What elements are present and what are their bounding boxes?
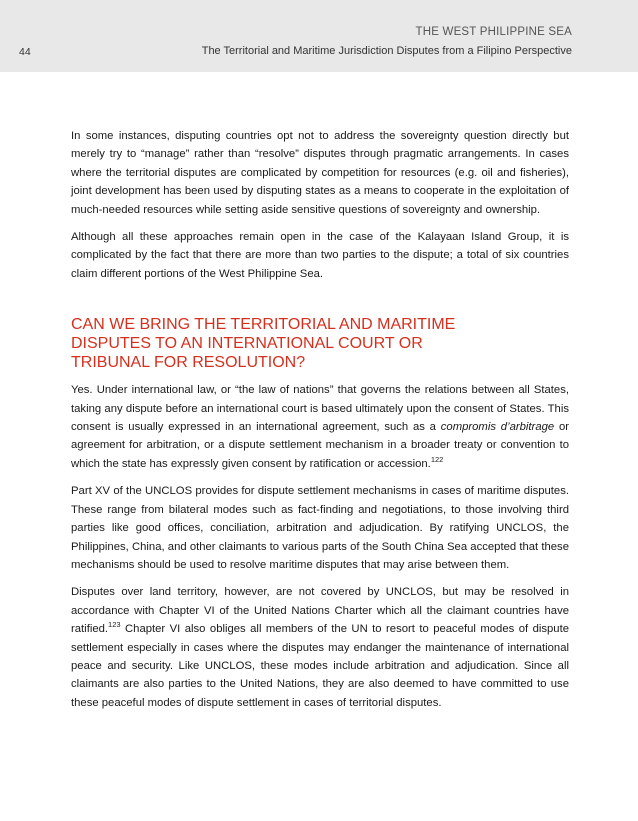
section-heading xyxy=(71,315,569,372)
paragraph-land-territory xyxy=(71,583,569,712)
compromis-term: compromis d’arbitrage xyxy=(440,421,555,434)
footnote-ref-122[interactable]: 122 xyxy=(430,455,444,465)
page-body xyxy=(71,127,569,721)
heading-line-3: TRIBUNAL FOR RESOLUTION? xyxy=(71,354,306,372)
paragraph-consent xyxy=(71,381,569,473)
book-subtitle: The Territorial and Maritime Jurisdiction Disputes from a Filipino Perspective xyxy=(201,45,572,57)
land-text-a: Disputes over land territory, however, are not covered by UNCLOS, but may be resolved in accordance with Chapter VI of the United Nations Charter which all the claimant countries have ratified. xyxy=(71,586,569,636)
land-text-b: Chapter VI also obliges all members of the UN to resort to peaceful modes of dispute settlement especially in cases where the disputes may endanger the maintenance of international peace and security. Like UNCLOS, these modes include arbitration and adjudication. Since all claimants are also parties to the United Nations, they are also deemed to have committed to use these peaceful modes of dispute settlement in cases of territorial disputes. xyxy=(71,623,569,709)
page-number: 44 xyxy=(19,46,31,58)
paragraph-unclos: Part XV of the UNCLOS provides for dispute settlement mechanisms in cases of maritime disputes. These range from bilateral modes such as fact-finding and negotiations, to those involving third parties like good offices, conciliation, arbitration and adjudication. By ratifying UNCLOS, the Philippines, China, and other claimants to various parts of the South China Sea accepted that these mechanisms should be used to resolve maritime disputes that may arise between them. xyxy=(71,485,569,571)
consent-text-a: Yes. Under international law, or “the law of nations” that governs the relations between all States, taking any dispute before an international court is based ultimately upon the consent of States. This consent is usually expressed in an international agreement, such as a xyxy=(71,384,569,434)
paragraph-manage-disputes: In some instances, disputing countries opt not to address the sovereignty question directly but merely try to “manage” rather than “resolve” disputes through pragmatic arrangements. In cases where the territorial disputes are complicated by competition for resources (e.g. oil and fisheries), joint development has been used by disputing states as a means to cooperate in the exploitation of much-needed resources while setting aside sensitive questions of sovereignty and ownership. xyxy=(71,130,569,216)
consent-text-b: or agreement for arbitration, or a dispute settlement mechanism in a broader treaty or convention to which the state has expressly given consent by ratification or accession. xyxy=(71,421,569,470)
footnote-ref-123[interactable]: 123 xyxy=(108,620,121,630)
heading-line-2: DISPUTES TO AN INTERNATIONAL COURT OR xyxy=(71,335,423,353)
page-header xyxy=(0,0,638,72)
book-title: THE WEST PHILIPPINE SEA xyxy=(415,26,572,38)
heading-line-1: CAN WE BRING THE TERRITORIAL AND MARITIME xyxy=(71,316,456,334)
paragraph-kalayaan: Although all these approaches remain open in the case of the Kalayaan Island Group, it is complicated by the fact that there are more than two parties to the dispute; a total of six countries claim different portions of the West Philippine Sea. xyxy=(71,231,569,280)
